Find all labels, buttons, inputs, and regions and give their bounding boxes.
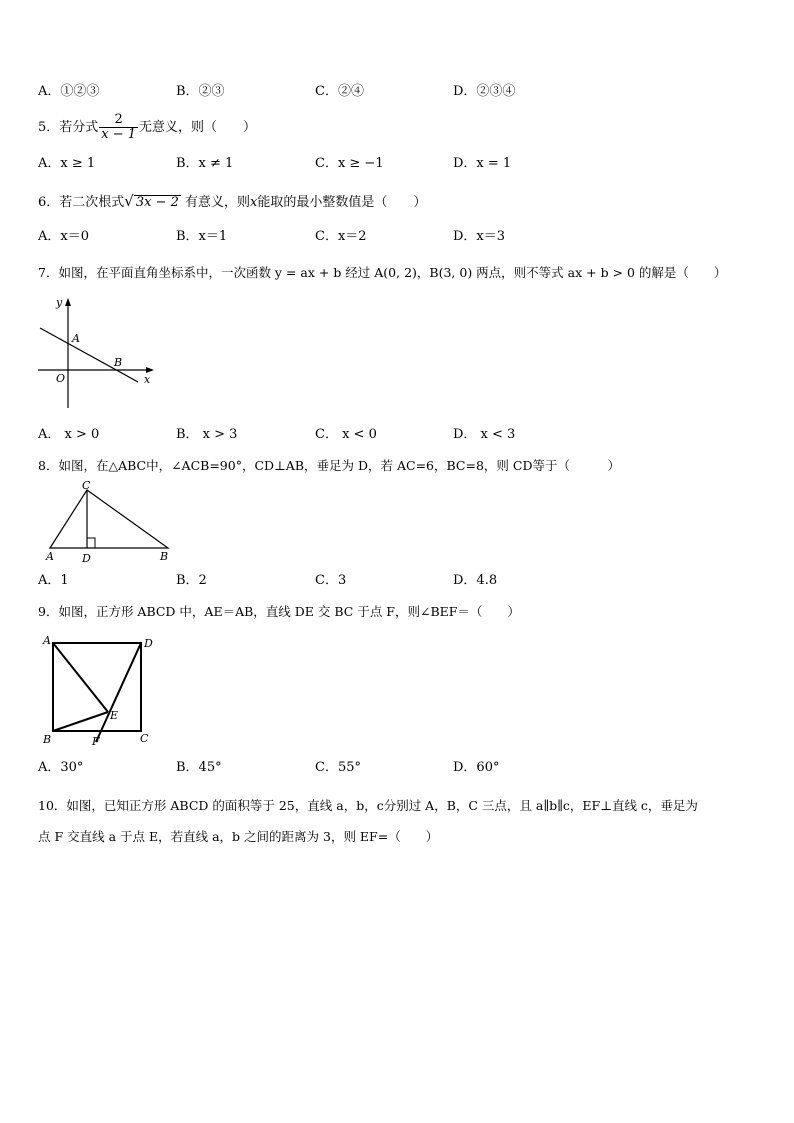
q8-figure	[40, 478, 180, 568]
q9-option-a: A．30°	[38, 760, 84, 775]
q8-stem: 8．如图，在△ABC中，∠ACB=90°，CD⊥AB，垂足为 D，若 AC=6，BC=8，则 CD等于（ ）	[38, 458, 620, 473]
q5-option-d: D．x = 1	[453, 156, 512, 171]
q4-option-c: C．②④	[315, 84, 364, 99]
q5-fraction	[99, 113, 138, 142]
q8-option-a: A．1	[38, 573, 69, 588]
q9-figure	[36, 630, 166, 750]
q8-option-d: D．4.8	[453, 573, 498, 588]
q6-option-d: D．x＝3	[453, 229, 506, 244]
q6-option-b: B．x＝1	[176, 229, 228, 244]
q5-frac-den: x − 1	[101, 127, 137, 142]
q5-option-c: C．x ≥ −1	[315, 156, 384, 171]
q6-suffix2: 能取的最小整数值是（ ）	[257, 195, 427, 210]
q5-suffix: 无意义，则（ ）	[139, 120, 257, 135]
q6-prefix: 6．若二次根式	[38, 195, 125, 210]
label-e: E	[110, 709, 119, 722]
label-x: x	[144, 373, 151, 386]
q7-option-a: A． x > 0	[38, 427, 100, 442]
label-b: B	[43, 733, 52, 746]
label-b: B	[160, 550, 169, 563]
q4-option-b: B．②③	[176, 84, 225, 99]
segment-ae	[53, 643, 108, 712]
q6-var: x	[250, 195, 258, 210]
q7-option-d: D． x < 3	[453, 427, 516, 442]
q6-option-c: C．x＝2	[315, 229, 367, 244]
q9-option-b: B．45°	[176, 760, 222, 775]
label-o: O	[56, 372, 66, 385]
q9-option-c: C．55°	[315, 760, 361, 775]
q6-radicand: 3x − 2	[135, 195, 179, 210]
q5-option-a: A．x ≥ 1	[38, 156, 96, 171]
label-c: C	[82, 479, 91, 492]
q6-stem	[38, 192, 426, 212]
y-axis-arrow-icon	[65, 298, 71, 306]
line-df	[96, 643, 141, 742]
q7-stem: 7．如图，在平面直角坐标系中，一次函数 y = ax + b 经过 A(0, 2)，B(3, 0) 两点，则不等式 ax + b > 0 的解是（ ）	[38, 265, 727, 280]
q4-option-a: A．①②③	[38, 84, 100, 99]
triangle-abc	[50, 490, 168, 548]
q7-figure	[32, 292, 162, 412]
label-a: A	[43, 634, 51, 647]
q7-option-c: C． x < 0	[315, 427, 377, 442]
q9-option-d: D．60°	[453, 760, 500, 775]
label-d: D	[144, 637, 153, 650]
label-y: y	[56, 296, 63, 309]
label-b: B	[114, 356, 123, 369]
q5-option-b: B．x ≠ 1	[176, 156, 234, 171]
line-ab	[40, 328, 138, 382]
q10-stem-line1: 10．如图，已知正方形 ABCD 的面积等于 25，直线 a，b，c分别过 A，B，C 三点，且 a∥b∥c，EF⊥直线 c，垂足为	[38, 798, 698, 813]
q6-suffix: 有意义，则	[185, 195, 251, 210]
q7-option-b: B． x > 3	[176, 427, 238, 442]
q8-option-c: C．3	[315, 573, 347, 588]
square-abcd	[53, 643, 141, 731]
q10-stem-line2: 点 F 交直线 a 于点 E，若直线 a，b 之间的距离为 3，则 EF=（ ）	[38, 829, 439, 844]
q5-stem	[38, 110, 256, 146]
q8-option-b: B．2	[176, 573, 207, 588]
label-f: F	[92, 735, 100, 748]
q5-frac-num: 2	[99, 113, 138, 128]
segment-be	[53, 712, 108, 731]
label-c: C	[140, 732, 149, 745]
label-a: A	[46, 550, 54, 563]
right-angle-mark-icon	[87, 538, 95, 548]
sqrt-sign-icon: √	[124, 192, 134, 210]
q5-prefix: 5．若分式	[38, 120, 99, 135]
label-d: D	[82, 552, 91, 565]
label-a: A	[72, 332, 80, 345]
q6-option-a: A．x＝0	[38, 229, 89, 244]
q4-option-d: D．②③④	[453, 84, 516, 99]
q9-stem: 9．如图，正方形 ABCD 中，AE＝AB，直线 DE 交 BC 于点 F，则∠BEF＝（ ）	[38, 604, 520, 619]
